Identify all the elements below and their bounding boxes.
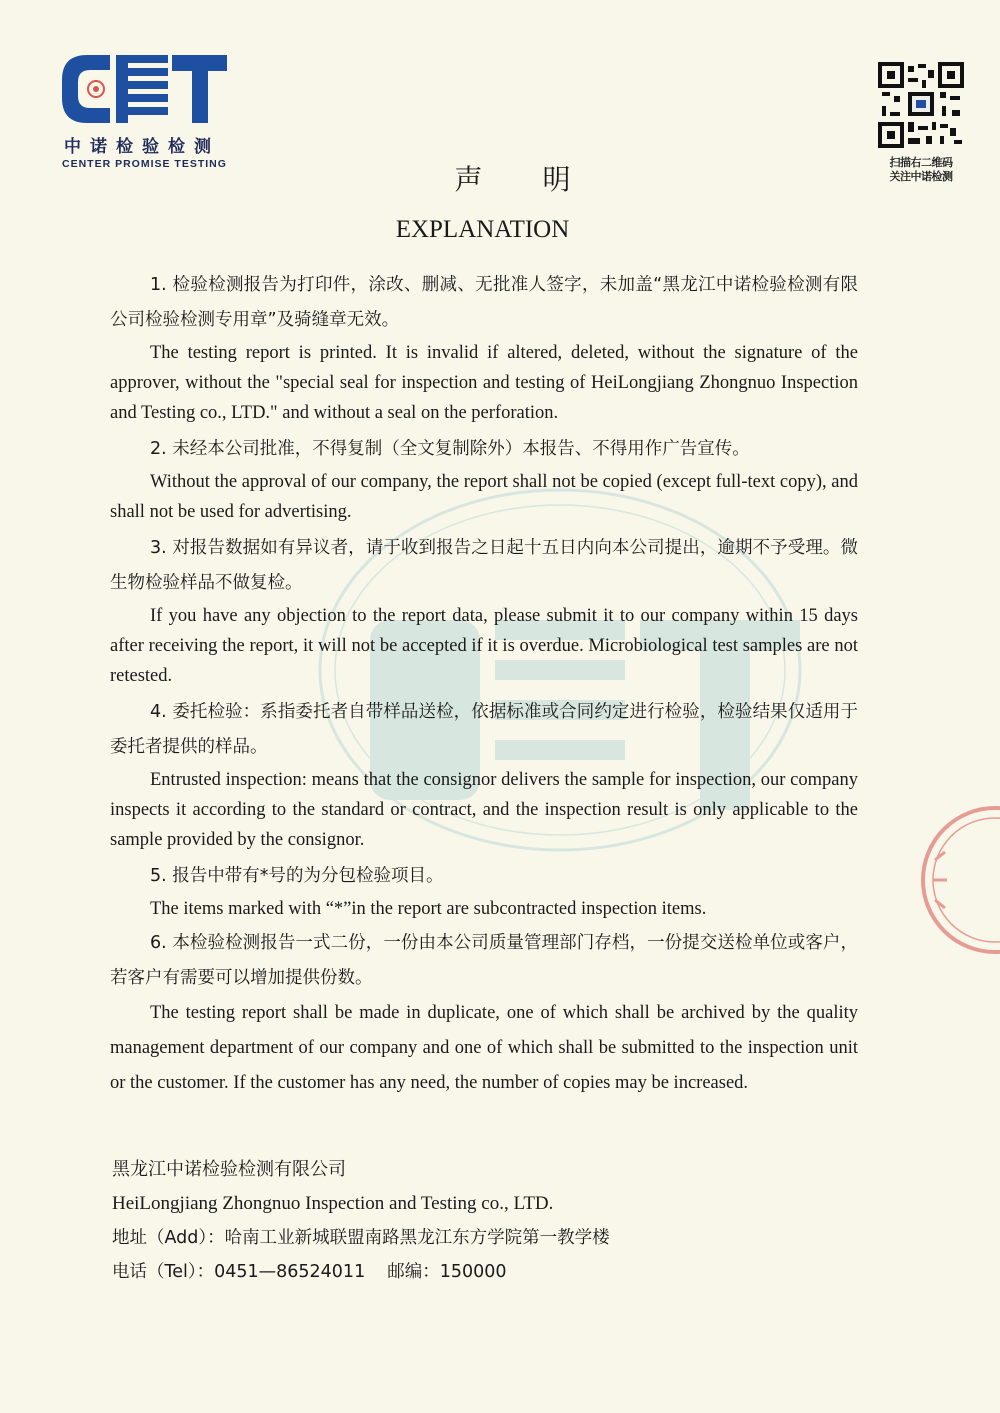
item-4-chinese: 4. 委托检验：系指委托者自带样品送检，依据标准或合同约定进行检验，检验结果仅适用于委托者提供的样品。	[110, 702, 858, 757]
contact-line	[112, 1255, 812, 1289]
item-1-chinese: 1. 检验检测报告为打印件，涂改、删减、无批准人签字，未加盖“黑龙江中诺检验检测有限公司检验检测专用章”及骑缝章无效。	[110, 275, 858, 330]
logo-english-text: CENTER PROMISE TESTING	[62, 158, 227, 170]
qr-caption-line2: 关注中诺检测	[889, 170, 953, 183]
item-3-chinese: 3. 对报告数据如有异议者，请于收到报告之日起十五日内向本公司提出，逾期不予受理。微生物检验样品不做复检。	[110, 538, 858, 593]
item-4-english: Entrusted inspection: means that the consignor delivers the sample for inspection, our company inspects it according to the standard or contract, and the inspection result is only applicable to the sample provided by the consignor.	[110, 770, 858, 850]
cpt-logo-icon	[62, 50, 227, 128]
company-contact-block	[112, 1153, 812, 1289]
company-telephone: 电话（Tel）：0451—86524011	[112, 1262, 366, 1282]
company-logo	[62, 50, 232, 170]
seal-stamp-icon	[905, 800, 1000, 960]
company-postcode: 邮编：150000	[387, 1262, 507, 1282]
item-6-chinese: 6. 本检验检测报告一式二份，一份由本公司质量管理部门存档，一份提交送检单位或客户，若客户有需要可以增加提供份数。	[110, 933, 858, 988]
qr-caption-line1: 扫描右二维码	[889, 156, 953, 169]
qr-code-icon	[878, 62, 964, 148]
item-2-english: Without the approval of our company, the report shall not be copied (except full-text copy), and shall not be used for advertising.	[110, 472, 858, 522]
company-address: 地址（Add）：哈南工业新城联盟南路黑龙江东方学院第一教学楼	[112, 1228, 610, 1248]
logo-chinese-text: 中诺检验检测	[64, 137, 220, 157]
page-title-chinese: 声明	[454, 163, 631, 196]
company-name-chinese: 黑龙江中诺检验检测有限公司	[112, 1159, 346, 1180]
item-3-english: If you have any objection to the report data, please submit it to our company within 15 days after receiving the report, it will not be accepted if it is overdue. Microbiological test samples are not retested.	[110, 606, 858, 686]
item-5-english: The items marked with “*”in the report are subcontracted inspection items.	[150, 899, 707, 919]
item-1-english: The testing report is printed. It is invalid if altered, deleted, without the signature of the approver, without the "special seal for inspection and testing of HeiLongjiang Zhongnuo Inspection and Testing co., LTD." and without a seal on the perforation.	[110, 343, 858, 423]
item-6-english: The testing report shall be made in duplicate, one of which shall be archived by the quality management department of our company and one of which shall be submitted to the inspection unit or the customer. If the customer has any need, the number of copies may be increased.	[110, 1003, 858, 1093]
item-5-chinese: 5. 报告中带有*号的为分包检验项目。	[150, 866, 444, 886]
company-name-english: HeiLongjiang Zhongnuo Inspection and Testing co., LTD.	[112, 1193, 554, 1214]
page-title-english: EXPLANATION	[395, 216, 570, 243]
explanation-body	[110, 268, 858, 1105]
item-2-chinese: 2. 未经本公司批准，不得复制（全文复制除外）本报告、不得用作广告宣传。	[150, 439, 750, 459]
